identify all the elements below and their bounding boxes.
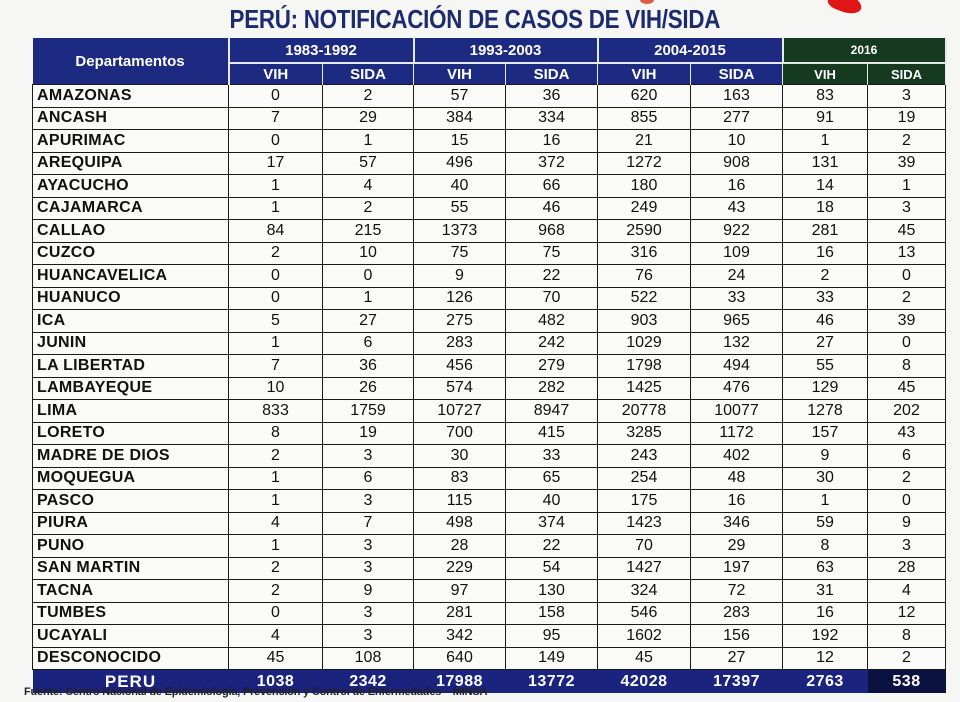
vih-value: 2590 [598, 220, 691, 243]
vih-value: 283 [414, 332, 506, 355]
vih-value: 546 [598, 602, 691, 625]
department-name: TUMBES [33, 602, 229, 625]
department-name: LORETO [33, 422, 229, 445]
table-row [33, 557, 946, 580]
sida-value: 36 [323, 355, 414, 378]
vih-value: 20778 [598, 400, 691, 423]
vih-value: 84 [229, 220, 323, 243]
sida-value: 10 [691, 130, 783, 153]
vih-value: 7 [229, 107, 323, 130]
table-row [33, 647, 946, 670]
vih-value: 316 [598, 242, 691, 265]
sida-value: 75 [506, 242, 598, 265]
vih-value: 180 [598, 175, 691, 198]
vih-value: 31 [783, 580, 868, 603]
vih-value: 620 [598, 85, 691, 108]
header-vih: VIH [414, 63, 506, 85]
vih-value: 324 [598, 580, 691, 603]
sida-value: 282 [506, 377, 598, 400]
sida-value: 279 [506, 355, 598, 378]
vih-value: 1 [229, 535, 323, 558]
sida-value: 372 [506, 152, 598, 175]
sida-value: 2 [868, 467, 946, 490]
total-value: 42028 [598, 670, 691, 694]
sida-value: 39 [868, 152, 946, 175]
vih-value: 70 [598, 535, 691, 558]
sida-value: 215 [323, 220, 414, 243]
vih-value: 2 [229, 445, 323, 468]
department-name: ICA [33, 310, 229, 333]
table-row [33, 625, 946, 648]
vih-value: 175 [598, 490, 691, 513]
vih-value: 1029 [598, 332, 691, 355]
sida-value: 45 [868, 220, 946, 243]
vih-value: 1 [229, 332, 323, 355]
vih-value: 4 [229, 512, 323, 535]
sida-value: 22 [506, 535, 598, 558]
vih-value: 342 [414, 625, 506, 648]
vih-value: 496 [414, 152, 506, 175]
vih-value: 131 [783, 152, 868, 175]
table-row [33, 197, 946, 220]
department-name: PUNO [33, 535, 229, 558]
department-name: MADRE DE DIOS [33, 445, 229, 468]
sida-value: 16 [506, 130, 598, 153]
sida-value: 39 [868, 310, 946, 333]
vih-value: 498 [414, 512, 506, 535]
vih-value: 12 [783, 647, 868, 670]
vih-value: 30 [414, 445, 506, 468]
sida-value: 22 [506, 265, 598, 288]
sida-value: 16 [691, 490, 783, 513]
sida-value: 46 [506, 197, 598, 220]
vih-value: 700 [414, 422, 506, 445]
sida-value: 36 [506, 85, 598, 108]
header-sida: SIDA [868, 63, 946, 85]
department-name: HUANCAVELICA [33, 265, 229, 288]
sida-value: 1 [323, 287, 414, 310]
sida-value: 476 [691, 377, 783, 400]
vih-value: 16 [783, 242, 868, 265]
sida-value: 277 [691, 107, 783, 130]
vih-value: 574 [414, 377, 506, 400]
header-period-1983-1992: 1983-1992 [229, 38, 414, 63]
sida-value: 95 [506, 625, 598, 648]
sida-value: 149 [506, 647, 598, 670]
sida-value: 197 [691, 557, 783, 580]
vih-value: 0 [229, 85, 323, 108]
table-row [33, 535, 946, 558]
table-row [33, 445, 946, 468]
sida-value: 54 [506, 557, 598, 580]
sida-value: 494 [691, 355, 783, 378]
vih-value: 0 [229, 602, 323, 625]
department-name: LIMA [33, 400, 229, 423]
sida-value: 27 [691, 647, 783, 670]
sida-value: 2 [323, 85, 414, 108]
vih-value: 75 [414, 242, 506, 265]
sida-value: 482 [506, 310, 598, 333]
total-value: 538 [868, 670, 946, 694]
vih-value: 2 [229, 557, 323, 580]
header-period-2004-2015: 2004-2015 [598, 38, 783, 63]
sida-value: 908 [691, 152, 783, 175]
sida-value: 0 [868, 332, 946, 355]
sida-value: 2 [868, 647, 946, 670]
hiv-cases-table [32, 38, 947, 693]
department-name: HUANUCO [33, 287, 229, 310]
sida-value: 163 [691, 85, 783, 108]
header-vih: VIH [598, 63, 691, 85]
sida-value: 130 [506, 580, 598, 603]
header-period-2016: 2016 [783, 38, 946, 63]
vih-value: 1 [229, 490, 323, 513]
sida-value: 346 [691, 512, 783, 535]
department-name: MOQUEGUA [33, 467, 229, 490]
vih-value: 1423 [598, 512, 691, 535]
total-value: 17397 [691, 670, 783, 694]
department-name: DESCONOCIDO [33, 647, 229, 670]
sida-value: 965 [691, 310, 783, 333]
sida-value: 6 [868, 445, 946, 468]
vih-value: 855 [598, 107, 691, 130]
header-vih: VIH [783, 63, 868, 85]
vih-value: 1798 [598, 355, 691, 378]
vih-value: 18 [783, 197, 868, 220]
department-name: SAN MARTIN [33, 557, 229, 580]
table-row [33, 602, 946, 625]
total-value: 2342 [323, 670, 414, 694]
sida-value: 374 [506, 512, 598, 535]
sida-value: 8 [868, 355, 946, 378]
table-row [33, 85, 946, 108]
sida-value: 922 [691, 220, 783, 243]
sida-value: 12 [868, 602, 946, 625]
sida-value: 29 [691, 535, 783, 558]
sida-value: 65 [506, 467, 598, 490]
vih-value: 10 [229, 377, 323, 400]
vih-value: 83 [783, 85, 868, 108]
department-name: AYACUCHO [33, 175, 229, 198]
table-row [33, 400, 946, 423]
sida-value: 158 [506, 602, 598, 625]
sida-value: 26 [323, 377, 414, 400]
table-row [33, 220, 946, 243]
sida-value: 3 [323, 557, 414, 580]
vih-value: 91 [783, 107, 868, 130]
total-value: 2763 [783, 670, 868, 694]
total-value: 13772 [506, 670, 598, 694]
vih-value: 157 [783, 422, 868, 445]
vih-value: 243 [598, 445, 691, 468]
vih-value: 45 [229, 647, 323, 670]
department-name: CUZCO [33, 242, 229, 265]
department-name: PASCO [33, 490, 229, 513]
vih-value: 2 [229, 242, 323, 265]
sida-value: 19 [868, 107, 946, 130]
sida-value: 3 [323, 535, 414, 558]
table-row [33, 377, 946, 400]
department-name: CAJAMARCA [33, 197, 229, 220]
sida-value: 3 [323, 625, 414, 648]
sida-value: 2 [868, 130, 946, 153]
source-footnote: Fuente: Centro Nacional de Epidemiología, Prevención y Control de Enfermedades – MINSA [24, 686, 488, 698]
vih-value: 2 [229, 580, 323, 603]
vih-value: 1 [229, 467, 323, 490]
sida-value: 4 [323, 175, 414, 198]
vih-value: 15 [414, 130, 506, 153]
sida-value: 13 [868, 242, 946, 265]
vih-value: 1427 [598, 557, 691, 580]
table-row [33, 287, 946, 310]
sida-value: 9 [323, 580, 414, 603]
vih-value: 10727 [414, 400, 506, 423]
header-sida: SIDA [323, 63, 414, 85]
sida-value: 402 [691, 445, 783, 468]
department-name: UCAYALI [33, 625, 229, 648]
table-row [33, 332, 946, 355]
table-row [33, 490, 946, 513]
vih-value: 9 [783, 445, 868, 468]
department-name: ANCASH [33, 107, 229, 130]
vih-value: 59 [783, 512, 868, 535]
sida-value: 156 [691, 625, 783, 648]
sida-value: 0 [868, 265, 946, 288]
sida-value: 7 [323, 512, 414, 535]
sida-value: 8 [868, 625, 946, 648]
vih-value: 115 [414, 490, 506, 513]
vih-value: 55 [783, 355, 868, 378]
sida-value: 0 [323, 265, 414, 288]
department-name: PIURA [33, 512, 229, 535]
vih-value: 5 [229, 310, 323, 333]
vih-value: 0 [229, 130, 323, 153]
table-row [33, 130, 946, 153]
sida-value: 1 [868, 175, 946, 198]
table-row [33, 107, 946, 130]
table-row [33, 310, 946, 333]
sida-value: 27 [323, 310, 414, 333]
sida-value: 66 [506, 175, 598, 198]
vih-value: 833 [229, 400, 323, 423]
total-value: 1038 [229, 670, 323, 694]
vih-value: 7 [229, 355, 323, 378]
table-row [33, 580, 946, 603]
vih-value: 1373 [414, 220, 506, 243]
sida-value: 1 [323, 130, 414, 153]
vih-value: 45 [598, 647, 691, 670]
vih-value: 522 [598, 287, 691, 310]
sida-value: 202 [868, 400, 946, 423]
vih-value: 16 [783, 602, 868, 625]
sida-value: 1759 [323, 400, 414, 423]
sida-value: 108 [323, 647, 414, 670]
table-row [33, 175, 946, 198]
vih-value: 28 [414, 535, 506, 558]
vih-value: 63 [783, 557, 868, 580]
vih-value: 27 [783, 332, 868, 355]
sida-value: 242 [506, 332, 598, 355]
department-name: CALLAO [33, 220, 229, 243]
sida-value: 415 [506, 422, 598, 445]
vih-value: 1 [229, 175, 323, 198]
sida-value: 968 [506, 220, 598, 243]
sida-value: 40 [506, 490, 598, 513]
sida-value: 2 [323, 197, 414, 220]
vih-value: 1602 [598, 625, 691, 648]
table-row [33, 152, 946, 175]
sida-value: 3 [868, 535, 946, 558]
vih-value: 229 [414, 557, 506, 580]
vih-value: 0 [229, 265, 323, 288]
vih-value: 1 [783, 130, 868, 153]
sida-value: 132 [691, 332, 783, 355]
department-name: JUNIN [33, 332, 229, 355]
sida-value: 28 [868, 557, 946, 580]
sida-value: 4 [868, 580, 946, 603]
vih-value: 640 [414, 647, 506, 670]
table-row [33, 265, 946, 288]
vih-value: 55 [414, 197, 506, 220]
department-name: APURIMAC [33, 130, 229, 153]
table-body [33, 85, 946, 670]
table-row [33, 355, 946, 378]
sida-value: 43 [691, 197, 783, 220]
sida-value: 72 [691, 580, 783, 603]
sida-value: 3 [868, 197, 946, 220]
sida-value: 48 [691, 467, 783, 490]
sida-value: 16 [691, 175, 783, 198]
vih-value: 83 [414, 467, 506, 490]
vih-value: 14 [783, 175, 868, 198]
sida-value: 24 [691, 265, 783, 288]
sida-value: 19 [323, 422, 414, 445]
vih-value: 1 [783, 490, 868, 513]
header-departamentos: Departamentos [33, 38, 229, 85]
vih-value: 254 [598, 467, 691, 490]
table-row [33, 512, 946, 535]
department-name: LAMBAYEQUE [33, 377, 229, 400]
vih-value: 4 [229, 625, 323, 648]
sida-value: 283 [691, 602, 783, 625]
sida-value: 334 [506, 107, 598, 130]
vih-value: 46 [783, 310, 868, 333]
sida-value: 1172 [691, 422, 783, 445]
sida-value: 29 [323, 107, 414, 130]
sida-value: 10 [323, 242, 414, 265]
vih-value: 8 [783, 535, 868, 558]
vih-value: 281 [783, 220, 868, 243]
vih-value: 76 [598, 265, 691, 288]
department-name: AMAZONAS [33, 85, 229, 108]
sida-value: 10077 [691, 400, 783, 423]
sida-value: 9 [868, 512, 946, 535]
vih-value: 1278 [783, 400, 868, 423]
vih-value: 1272 [598, 152, 691, 175]
vih-value: 249 [598, 197, 691, 220]
sida-value: 6 [323, 332, 414, 355]
vih-value: 2 [783, 265, 868, 288]
department-name: LA LIBERTAD [33, 355, 229, 378]
vih-value: 275 [414, 310, 506, 333]
vih-value: 281 [414, 602, 506, 625]
vih-value: 1 [229, 197, 323, 220]
header-vih: VIH [229, 63, 323, 85]
sida-value: 45 [868, 377, 946, 400]
vih-value: 456 [414, 355, 506, 378]
vih-value: 3285 [598, 422, 691, 445]
header-sida: SIDA [506, 63, 598, 85]
department-name: TACNA [33, 580, 229, 603]
header-period-1993-2003: 1993-2003 [414, 38, 598, 63]
vih-value: 192 [783, 625, 868, 648]
sida-value: 33 [506, 445, 598, 468]
sida-value: 2 [868, 287, 946, 310]
vih-value: 97 [414, 580, 506, 603]
sida-value: 6 [323, 467, 414, 490]
table-row [33, 467, 946, 490]
vih-value: 0 [229, 287, 323, 310]
table-row [33, 422, 946, 445]
sida-value: 8947 [506, 400, 598, 423]
vih-value: 57 [414, 85, 506, 108]
table-row [33, 242, 946, 265]
vih-value: 9 [414, 265, 506, 288]
sida-value: 3 [323, 445, 414, 468]
vih-value: 129 [783, 377, 868, 400]
sida-value: 43 [868, 422, 946, 445]
sida-value: 109 [691, 242, 783, 265]
vih-value: 40 [414, 175, 506, 198]
vih-value: 21 [598, 130, 691, 153]
sida-value: 33 [691, 287, 783, 310]
vih-value: 8 [229, 422, 323, 445]
sida-value: 3 [323, 490, 414, 513]
total-value: 17988 [414, 670, 506, 694]
sida-value: 3 [323, 602, 414, 625]
vih-value: 33 [783, 287, 868, 310]
total-label: PERU [33, 670, 229, 694]
vih-value: 126 [414, 287, 506, 310]
vih-value: 384 [414, 107, 506, 130]
vih-value: 30 [783, 467, 868, 490]
department-name: AREQUIPA [33, 152, 229, 175]
sida-value: 57 [323, 152, 414, 175]
vih-value: 1425 [598, 377, 691, 400]
vih-value: 17 [229, 152, 323, 175]
vih-value: 903 [598, 310, 691, 333]
sida-value: 0 [868, 490, 946, 513]
sida-value: 70 [506, 287, 598, 310]
header-sida: SIDA [691, 63, 783, 85]
sida-value: 3 [868, 85, 946, 108]
page-title: PERÚ: NOTIFICACIÓN DE CASOS DE VIH/SIDA [229, 4, 721, 34]
